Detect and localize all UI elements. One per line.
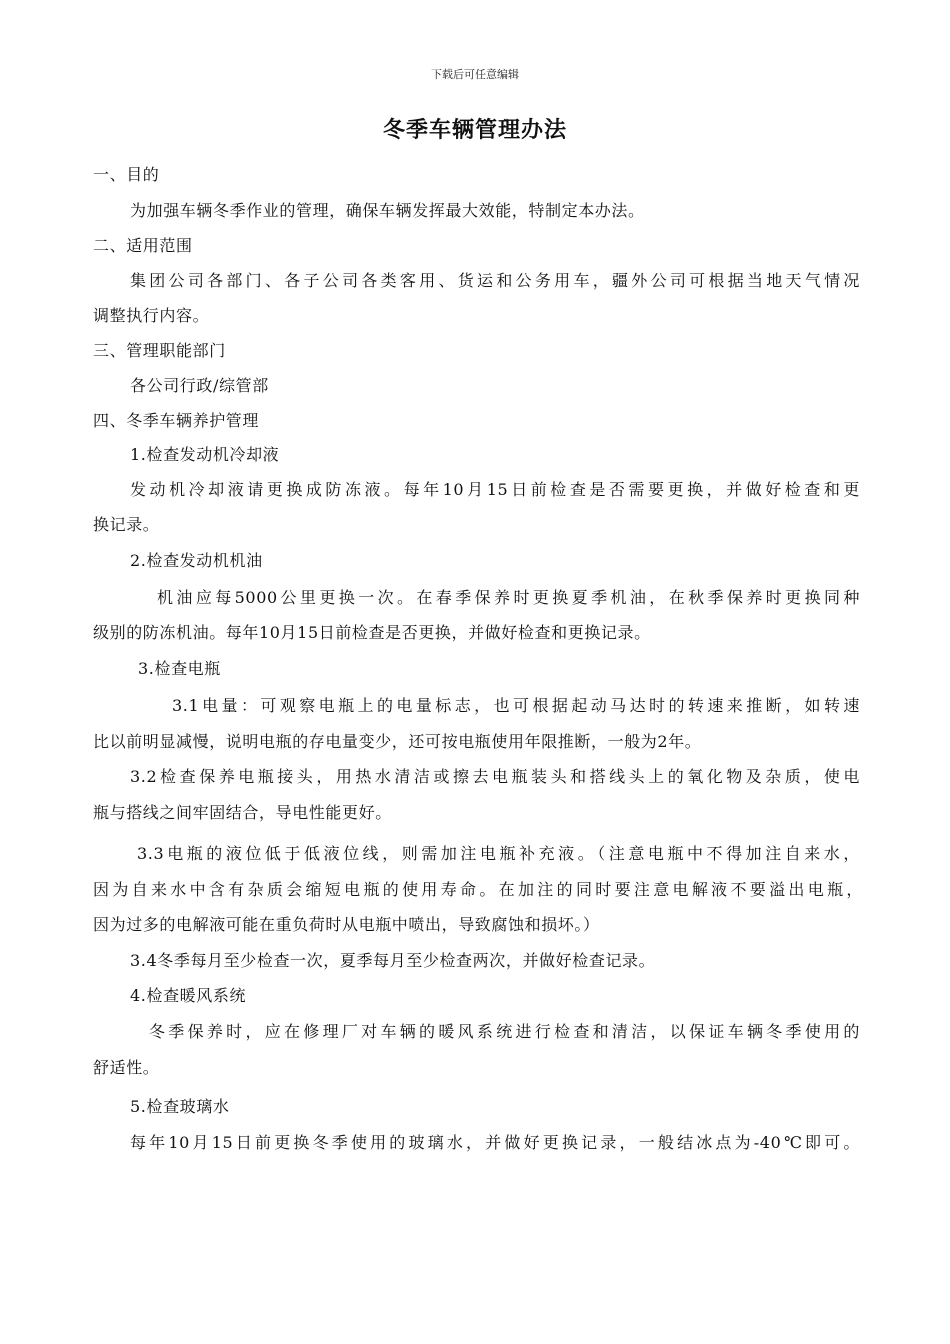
paragraph-line: 各公司行政/综管部: [130, 376, 269, 395]
document-title: 冬季车辆管理办法: [382, 118, 567, 143]
paragraph-line: 3.1电量：可观察电瓶上的电量标志，也可根据起动马达时的转速来推断，如转速: [172, 696, 860, 715]
paragraph-line: 3.3电瓶的液位低于低液位线，则需加注电瓶补充液。（注意电瓶中不得加注自来水，: [137, 844, 860, 863]
paragraph-line: 比以前明显减慢，说明电瓶的存电量变少，还可按电瓶使用年限推断，一般为2年。: [93, 732, 702, 751]
paragraph-line: 换记录。: [93, 515, 160, 534]
paragraph-line: 机油应每5000公里更换一次。在春季保养时更换夏季机油，在秋季保养时更换同种: [157, 588, 860, 607]
section-heading: 一、目的: [93, 165, 160, 184]
paragraph-line: 冬季保养时，应在修理厂对车辆的暖风系统进行检查和清洁，以保证车辆冬季使用的: [149, 1022, 860, 1041]
paragraph-line: 因为过多的电解液可能在重负荷时从电瓶中喷出，导致腐蚀和损坏。）: [93, 915, 600, 934]
paragraph-line: 3.2检查保养电瓶接头，用热水清洁或擦去电瓶装头和搭线头上的氧化物及杂质，使电: [130, 767, 860, 786]
header-note: 下载后可任意编辑: [431, 68, 519, 81]
paragraph-line: 为加强车辆冬季作业的管理，确保车辆发挥最大效能，特制定本办法。: [130, 201, 645, 220]
paragraph-line: 调整执行内容。: [93, 306, 210, 325]
subsection-heading: 5.检查玻璃水: [130, 1097, 230, 1116]
subsection-heading: 4.检查暖风系统: [130, 986, 247, 1005]
paragraph-line: 舒适性。: [93, 1058, 160, 1077]
section-heading: 二、适用范围: [93, 236, 193, 255]
subsection-heading: 2.检查发动机机油: [130, 551, 263, 570]
section-heading: 三、管理职能部门: [93, 341, 226, 360]
paragraph-line: 3.4冬季每月至少检查一次，夏季每月至少检查两次，并做好检查记录。: [130, 951, 656, 970]
section-heading: 四、冬季车辆养护管理: [93, 411, 260, 430]
subsection-heading: 1.检查发动机冷却液: [130, 445, 280, 464]
paragraph-line: 级别的防冻机油。每年10月15日前检查是否更换，并做好检查和更换记录。: [93, 623, 651, 642]
paragraph-line: 发动机冷却液请更换成防冻液。每年10月15日前检查是否需要更换，并做好检查和更: [130, 480, 860, 499]
paragraph-line: 因为自来水中含有杂质会缩短电瓶的使用寿命。在加注的同时要注意电解液不要溢出电瓶，: [93, 880, 863, 899]
paragraph-line: 每年10月15日前更换冬季使用的玻璃水，并做好更换记录，一般结冰点为-40℃即可。: [130, 1133, 860, 1152]
subsection-heading: 3.检查电瓶: [138, 659, 221, 678]
paragraph-line: 集团公司各部门、各子公司各类客用、货运和公务用车，疆外公司可根据当地天气情况: [130, 271, 860, 290]
paragraph-line: 瓶与搭线之间牢固结合，导电性能更好。: [93, 803, 392, 822]
